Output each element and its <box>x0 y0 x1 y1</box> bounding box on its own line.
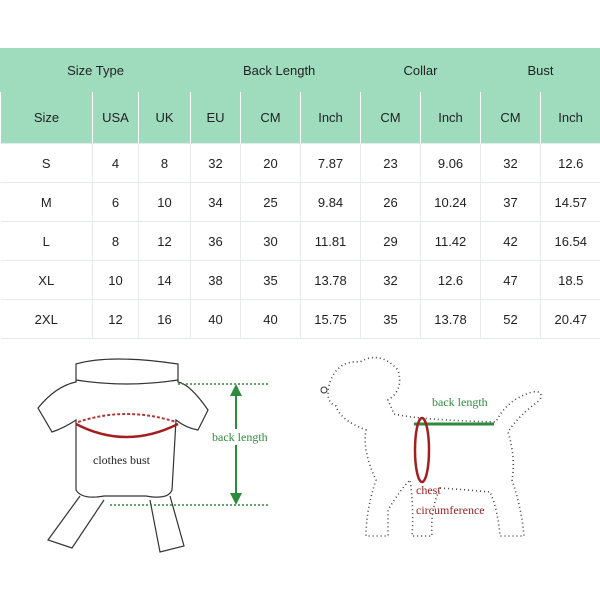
column-header: Inch <box>541 92 600 144</box>
table-cell: 12.6 <box>421 261 481 300</box>
chest-circumference-loop <box>415 418 429 482</box>
table-cell: 8 <box>139 144 191 183</box>
table-cell: 32 <box>361 261 421 300</box>
group-header-back-length: Back Length <box>241 49 361 92</box>
table-cell: 7.87 <box>301 144 361 183</box>
column-header: CM <box>481 92 541 144</box>
table-cell: 42 <box>481 222 541 261</box>
column-header: Size <box>1 92 93 144</box>
column-header: USA <box>93 92 139 144</box>
clothes-bust-label: clothes bust <box>93 453 150 467</box>
table-cell: 12 <box>139 222 191 261</box>
size-chart-table <box>0 48 600 339</box>
table-cell: 8 <box>93 222 139 261</box>
column-header: EU <box>191 92 241 144</box>
table-cell: 40 <box>241 300 301 339</box>
table-cell: 40 <box>191 300 241 339</box>
table-cell: 13.78 <box>301 261 361 300</box>
column-header: CM <box>241 92 301 144</box>
table-cell: S <box>1 144 93 183</box>
measurement-diagram <box>0 340 600 600</box>
table-cell: 2XL <box>1 300 93 339</box>
table-cell: 47 <box>481 261 541 300</box>
table-cell: XL <box>1 261 93 300</box>
group-header-size-type: Size Type <box>1 49 191 92</box>
table-cell: 23 <box>361 144 421 183</box>
column-header: Inch <box>301 92 361 144</box>
table-cell: 32 <box>481 144 541 183</box>
group-header-row <box>1 49 600 92</box>
table-cell: L <box>1 222 93 261</box>
table-cell: 12 <box>93 300 139 339</box>
column-header-row <box>1 92 600 144</box>
column-header: Inch <box>421 92 481 144</box>
table-row-s <box>1 144 600 183</box>
group-header-bust: Bust <box>481 49 600 92</box>
table-cell: 20.47 <box>541 300 600 339</box>
table-cell: 10 <box>139 183 191 222</box>
table-cell: 9.84 <box>301 183 361 222</box>
table-cell: 11.42 <box>421 222 481 261</box>
table-cell: 38 <box>191 261 241 300</box>
table-cell: 52 <box>481 300 541 339</box>
dog-nose-icon <box>321 387 327 393</box>
table-cell: 32 <box>191 144 241 183</box>
chest-label: chest <box>416 483 441 497</box>
clothes-bust-line <box>76 424 178 437</box>
table-row-xl <box>1 261 600 300</box>
table-cell: 4 <box>93 144 139 183</box>
clothes-bust-dashed-line <box>78 414 176 422</box>
table-cell: 25 <box>241 183 301 222</box>
table-cell: 18.5 <box>541 261 600 300</box>
table-cell: 14.57 <box>541 183 600 222</box>
table-cell: 36 <box>191 222 241 261</box>
table-cell: 10 <box>93 261 139 300</box>
table-cell: 6 <box>93 183 139 222</box>
table-cell: 26 <box>361 183 421 222</box>
group-header-collar: Collar <box>361 49 481 92</box>
table-cell: 12.6 <box>541 144 600 183</box>
table-cell: M <box>1 183 93 222</box>
table-cell: 16.54 <box>541 222 600 261</box>
table-cell: 30 <box>241 222 301 261</box>
table-row-2xl <box>1 300 600 339</box>
table-cell: 35 <box>361 300 421 339</box>
table-cell: 34 <box>191 183 241 222</box>
table-cell: 29 <box>361 222 421 261</box>
table-cell: 20 <box>241 144 301 183</box>
back-length-label: back length <box>212 430 268 444</box>
dog-back-length-label: back length <box>432 395 488 409</box>
table-cell: 14 <box>139 261 191 300</box>
table-row-m <box>1 183 600 222</box>
table-cell: 10.24 <box>421 183 481 222</box>
group-header-blank <box>191 49 241 92</box>
table-cell: 15.75 <box>301 300 361 339</box>
table-cell: 35 <box>241 261 301 300</box>
table-cell: 11.81 <box>301 222 361 261</box>
table-cell: 9.06 <box>421 144 481 183</box>
column-header: CM <box>361 92 421 144</box>
table-row-l <box>1 222 600 261</box>
column-header: UK <box>139 92 191 144</box>
table-cell: 13.78 <box>421 300 481 339</box>
table-cell: 16 <box>139 300 191 339</box>
table-cell: 37 <box>481 183 541 222</box>
chest-circumference-label: circumference <box>416 503 485 517</box>
